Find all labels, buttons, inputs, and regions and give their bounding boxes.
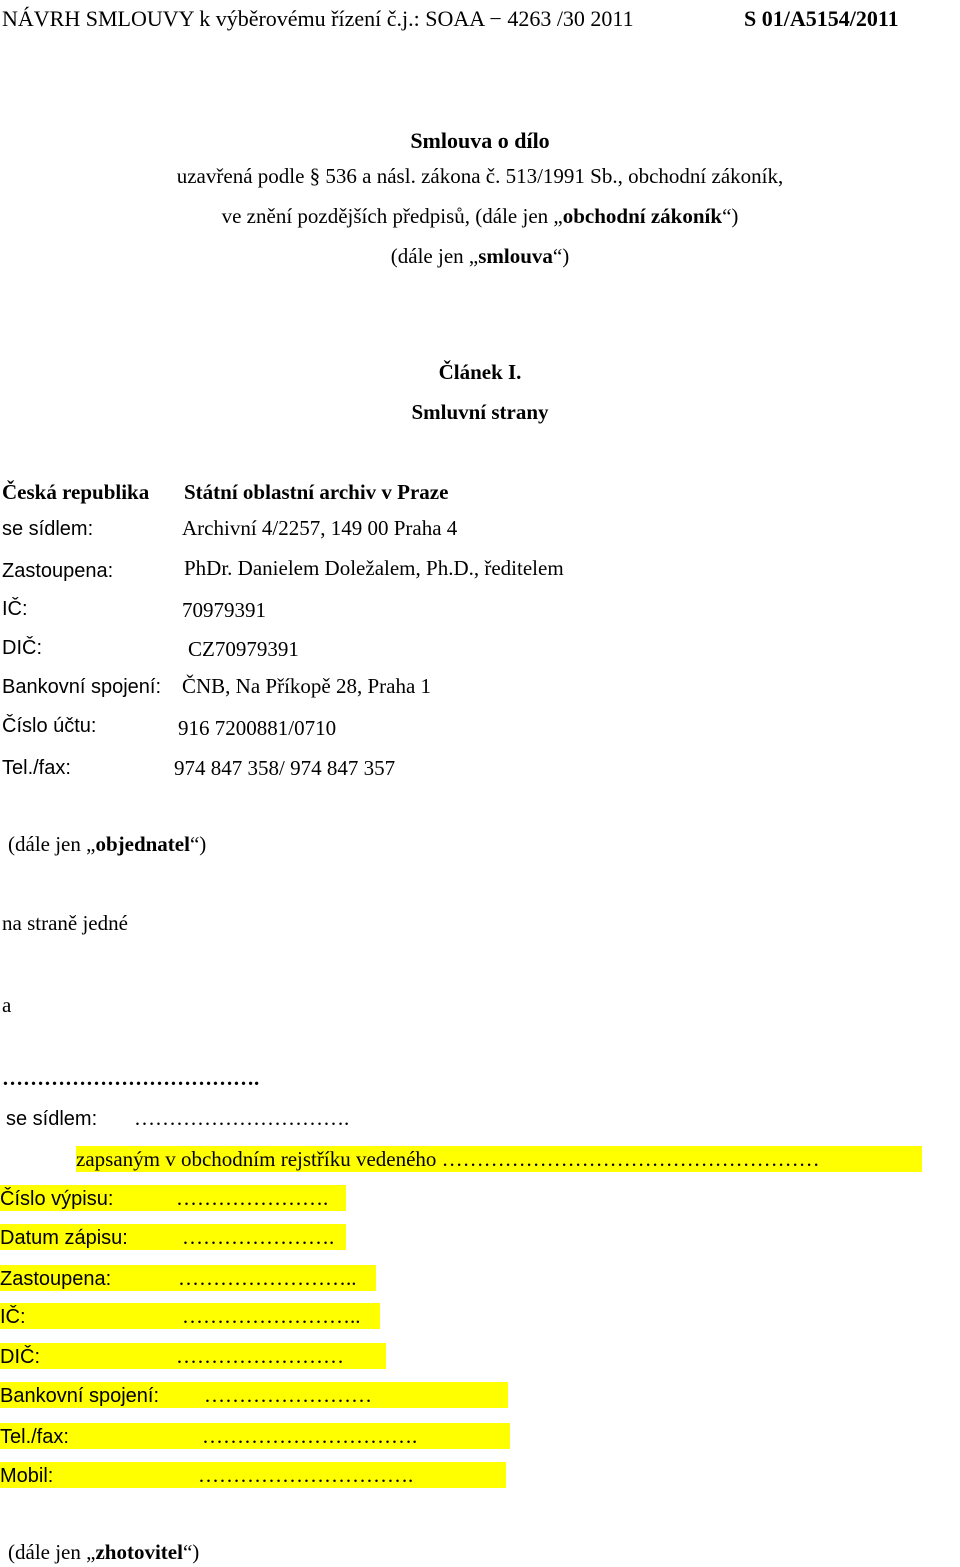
contractor-seat-label: se sídlem: <box>6 1108 98 1130</box>
contractor-represented-label: Zastoupena: <box>0 1268 112 1290</box>
contractor-bank-placeholder: …………………… <box>204 1383 372 1407</box>
contract-definition <box>0 244 960 269</box>
text-fragment: “) <box>182 1540 200 1564</box>
contractor-registration-placeholder: …………………. <box>182 1225 335 1249</box>
contract-legal-basis: uzavřená podle § 536 a násl. zákona č. 513/1991 Sb., obchodní zákoník, <box>176 164 784 188</box>
text-fragment: (dále jen „ <box>390 244 479 268</box>
defined-term: obchodní zákoník <box>562 204 723 228</box>
text-fragment: (dále jen „ <box>8 1540 96 1564</box>
contractor-tel-label: Tel./fax: <box>0 1426 69 1448</box>
contractor-extract-placeholder: …………………. <box>176 1186 329 1210</box>
defined-term: objednatel <box>95 832 190 856</box>
contractor-bank-row <box>0 1382 508 1408</box>
contractor-ic-label: IČ: <box>0 1306 26 1328</box>
side-one-text: na straně jedné <box>2 911 128 935</box>
contractor-represented-placeholder: …………………….. <box>178 1266 357 1290</box>
contractor-mobile-row <box>0 1462 506 1488</box>
text-fragment: “) <box>722 204 739 228</box>
text-fragment: (dále jen „ <box>8 832 96 856</box>
contractor-bank-label: Bankovní spojení: <box>0 1385 159 1407</box>
document-header-title: NÁVRH SMLOUVY k výběrovému řízení č.j.: SOAA − 4263 /30 2011 <box>2 6 634 31</box>
text-fragment: “) <box>189 832 207 856</box>
client-represented-value: PhDr. Danielem Doležalem, Ph.D., ředitelem <box>184 556 564 580</box>
client-dic-value: CZ70979391 <box>188 637 299 661</box>
defined-term: smlouva <box>478 244 553 268</box>
client-ic-label: IČ: <box>2 598 28 620</box>
article-heading: Smluvní strany <box>411 400 549 424</box>
contractor-tel-row <box>0 1423 510 1449</box>
client-bank-label: Bankovní spojení: <box>2 676 161 698</box>
contractor-seat-placeholder: …………………………. <box>134 1106 350 1130</box>
client-tel-label: Tel./fax: <box>2 757 71 779</box>
client-name-value: Státní oblastní archiv v Praze <box>184 480 449 504</box>
conjunction-and: a <box>2 993 12 1017</box>
client-bank-value: ČNB, Na Příkopě 28, Praha 1 <box>182 674 432 698</box>
client-tel-value: 974 847 358/ 974 847 357 <box>174 756 396 780</box>
text-fragment: “) <box>552 244 570 268</box>
contract-title: Smlouva o dílo <box>410 128 550 153</box>
client-account-value: 916 7200881/0710 <box>178 716 337 740</box>
contractor-ic-row <box>0 1303 380 1329</box>
client-seat-value: Archivní 4/2257, 149 00 Praha 4 <box>182 516 458 540</box>
contractor-registry-line <box>76 1146 922 1172</box>
contractor-registry-text: zapsaným v obchodním rejstříku vedeného <box>76 1147 437 1171</box>
contractor-registration-label: Datum zápisu: <box>0 1227 128 1249</box>
client-account-label: Číslo účtu: <box>2 715 97 737</box>
contract-legal-basis-2 <box>0 204 960 229</box>
contractor-tel-placeholder: …………………………. <box>202 1424 418 1448</box>
contractor-registration-row <box>0 1224 346 1250</box>
contractor-mobile-placeholder: …………………………. <box>198 1463 414 1487</box>
contractor-ic-placeholder: …………………….. <box>182 1304 361 1328</box>
defined-term: zhotovitel <box>95 1540 183 1564</box>
contractor-registry-placeholder: ……………………………………………… <box>441 1147 820 1171</box>
contractor-extract-label: Číslo výpisu: <box>0 1188 114 1210</box>
document-reference-number: S 01/A5154/2011 <box>744 6 899 31</box>
contractor-definition <box>8 1540 199 1565</box>
contractor-name-placeholder: ………………………………. <box>2 1066 260 1090</box>
client-definition <box>8 832 206 857</box>
contractor-extract-row <box>0 1185 346 1211</box>
contractor-dic-label: DIČ: <box>0 1346 40 1368</box>
article-number: Článek I. <box>438 360 522 384</box>
client-name-label: Česká republika <box>2 480 150 504</box>
client-ic-value: 70979391 <box>182 598 266 622</box>
client-seat-label: se sídlem: <box>2 518 94 540</box>
client-represented-label: Zastoupena: <box>2 560 114 582</box>
contractor-represented-row <box>0 1265 376 1291</box>
text-fragment: ve znění pozdějších předpisů, (dále jen „ <box>221 204 563 228</box>
client-dic-label: DIČ: <box>2 637 42 659</box>
contractor-dic-placeholder: …………………… <box>176 1344 344 1368</box>
contractor-mobile-label: Mobil: <box>0 1465 54 1487</box>
contractor-dic-row <box>0 1343 386 1369</box>
